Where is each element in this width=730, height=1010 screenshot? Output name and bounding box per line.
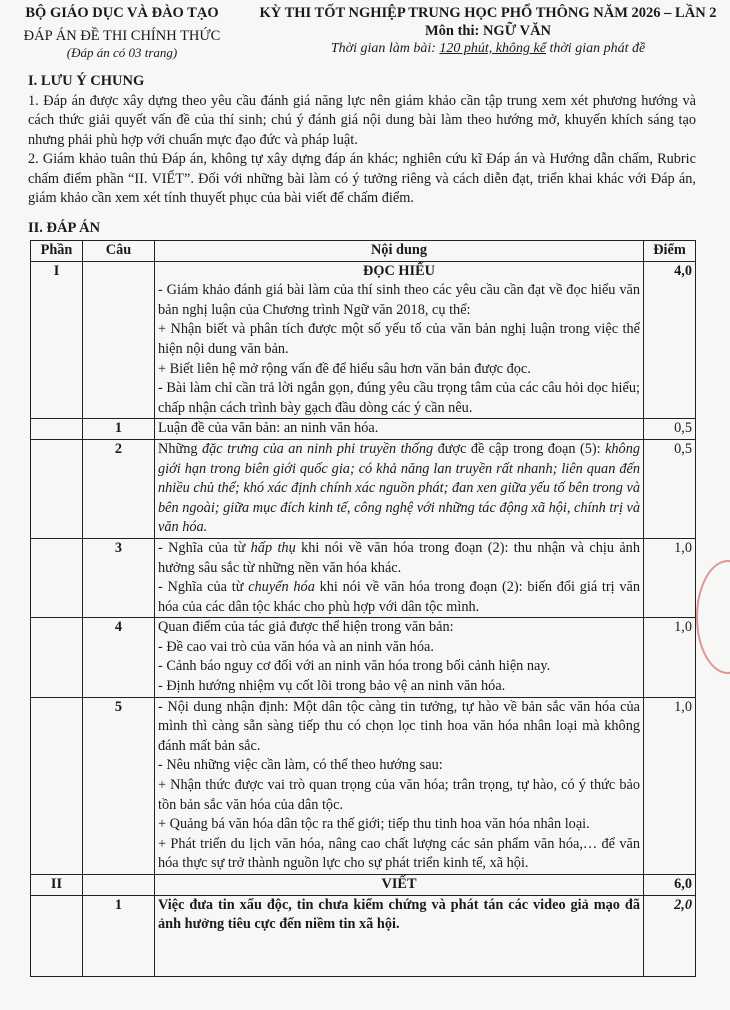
content-line: - Cảnh báo nguy cơ đối với an ninh văn hóa trong bối cảnh hiện nay. xyxy=(158,658,551,675)
notes-title: I. LƯU Ý CHUNG xyxy=(28,73,145,89)
time-prefix: Thời gian làm bài: xyxy=(330,41,440,56)
empty-cell xyxy=(31,419,83,440)
content-line xyxy=(158,440,640,538)
content-line xyxy=(158,539,640,578)
col-header-content: Nội dung xyxy=(155,241,644,262)
answer-content xyxy=(155,439,644,538)
red-seal-stamp xyxy=(696,560,730,674)
score-cell: 6,0 xyxy=(644,875,696,896)
text-run: khi nói về văn hóa trong đoạn (2): thu nhận và chịu ảnh hưởng sâu sắc từ những nền văn hóa khác. xyxy=(158,539,640,576)
text-run: được đề cập trong đoạn (5): xyxy=(433,440,606,457)
note-1: 1. Đáp án được xây dựng theo yêu cầu đánh giá năng lực nên giám khảo cần tập trung xem xét phương hướng và cách thức giải quyết vấn đề của thí sinh; chú ý đánh giá nội dung bài làm theo hướng mở, khuyến khích sáng tạo nhưng phải phù hợp với chuẩn mực đạo đức và pháp luật. xyxy=(28,92,696,148)
content-line: + Nhận thức được vai trò quan trọng của văn hóa; trân trọng, tự hào, có ý thức bảo tồn bản sắc văn hóa của dân tộc. xyxy=(158,777,640,813)
part-content xyxy=(155,261,644,419)
content-line: - Bài làm chỉ cần trả lời ngắn gọn, đúng yêu cầu trọng tâm của các câu hỏi dọc hiểu; chấp nhận cách trình bày gạch đầu dòng các ý cần nêu. xyxy=(158,380,640,416)
text-run: Những xyxy=(158,440,202,457)
content-line: Quan điểm của tác giả được thể hiện trong văn bản: xyxy=(158,619,454,636)
col-header-question: Câu xyxy=(83,241,155,262)
empty-cell xyxy=(83,875,155,896)
empty-cell xyxy=(31,618,83,697)
text-run-italic: hấp thụ xyxy=(250,539,296,556)
content-line: - Đề cao vai trò của văn hóa và an ninh văn hóa. xyxy=(158,638,434,655)
note-2: 2. Giám khảo tuân thủ Đáp án, không tự xây dựng đáp án khác; nghiên cứu kĩ Đáp án và Hướng dẫn chấm, Rubric chấm điểm phần “II. VIẾT”. Đối với những bài làm có ý tưởng riêng và cách diễn đạt, triển khai khác với Đáp án, giám khảo cần xem xét tính thuyết phục của bài viết để chấm điểm. xyxy=(28,151,696,206)
answer-content xyxy=(155,538,644,617)
answer-content xyxy=(155,419,644,440)
part-title: VIẾT xyxy=(155,875,644,896)
content-line: - Định hướng nhiệm vụ cốt lõi trong bảo vệ an ninh văn hóa. xyxy=(158,678,506,695)
score-cell: 0,5 xyxy=(644,439,696,538)
question-number: 2 xyxy=(83,439,155,538)
table-row xyxy=(31,895,696,976)
question-number: 1 xyxy=(83,895,155,976)
part-title: ĐỌC HIỂU xyxy=(363,262,435,279)
time-suffix: thời gian phát đề xyxy=(545,41,646,56)
table-row xyxy=(31,697,696,874)
score-cell: 0,5 xyxy=(644,419,696,440)
table-header-row xyxy=(31,241,696,262)
content-line: - Nội dung nhận định: Một dân tộc càng tin tưởng, tự hào về bản sắc văn hóa của mình thì càng sẵn sàng tiếp thu có chọn lọc tinh hoa văn hóa nhân loại mà không đánh mất bản sắc. xyxy=(158,698,640,754)
col-header-score: Điểm xyxy=(644,241,696,262)
exam-title: KỲ THI TỐT NGHIỆP TRUNG HỌC PHỔ THÔNG NĂM 2026 – LẦN 2 xyxy=(259,5,717,21)
general-notes xyxy=(28,72,696,209)
text-run: - Nghĩa của từ xyxy=(158,579,249,596)
empty-cell xyxy=(83,261,155,419)
empty-cell xyxy=(31,538,83,617)
table-row xyxy=(31,419,696,440)
answer-content xyxy=(155,697,644,874)
time-line xyxy=(250,40,726,58)
part-label: I xyxy=(31,261,83,419)
question-number: 4 xyxy=(83,618,155,697)
question-number: 3 xyxy=(83,538,155,617)
content-line: + Phát triển du lịch văn hóa, nâng cao chất lượng các sản phẩm văn hóa,… để văn hóa thực sự trở thành nguồn lực cho sự phát triển kinh tế, xã hội. xyxy=(158,835,640,872)
header-left xyxy=(8,4,236,60)
page-count-note: (Đáp án có 03 trang) xyxy=(66,45,178,60)
text-run: khi nói về văn hóa trong đoạn (2): biến đổi giá trị văn hóa của các dân tộc khác cho phù hợp với dân tộc mình. xyxy=(158,579,640,615)
content-line xyxy=(158,578,640,617)
content-line: - Giám khảo đánh giá bài làm của thí sinh theo các yêu cầu cần đạt về đọc hiểu văn bản nghị luận của Chương trình Ngữ văn 2018, cụ thể: xyxy=(158,282,640,318)
empty-cell xyxy=(31,697,83,874)
content-line: - Nêu những việc cần làm, có thể theo hướng sau: xyxy=(158,757,443,774)
subject-line: Môn thi: NGỮ VĂN xyxy=(424,23,552,39)
text-run-italic: không giới hạn trong biên giới quốc gia; có khả năng lan truyền rất nhanh; liên quan đến nhiều chủ thể; khó xác định chính xác nguồn phát; đan xen giữa yếu tố bên trong và bên ngoài; giữa mục đích kinh tế, công nghệ với những tác động xã hội, chính trị và văn hóa. xyxy=(158,440,641,536)
ministry-name: BỘ GIÁO DỤC VÀ ĐÀO TẠO xyxy=(25,5,219,21)
score-cell: 1,0 xyxy=(644,697,696,874)
document-kind: ĐÁP ÁN ĐỀ THI CHÍNH THỨC xyxy=(23,28,221,44)
table-row xyxy=(31,875,696,896)
text-run-italic: chuyển hóa xyxy=(248,579,315,596)
header-right xyxy=(250,4,726,58)
empty-cell xyxy=(31,895,83,976)
question-number: 5 xyxy=(83,697,155,874)
col-header-part: Phần xyxy=(31,241,83,262)
content-line: Việc đưa tin xấu độc, tin chưa kiểm chứng và phát tán các video giả mạo đã ảnh hưởng tiêu cực đến niềm tin xã hội. xyxy=(158,896,640,933)
table-row xyxy=(31,439,696,538)
content-line: + Biết liên hệ mở rộng vấn đề để hiểu sâu hơn văn bản được đọc. xyxy=(158,360,531,377)
question-number: 1 xyxy=(83,419,155,440)
table-row xyxy=(31,618,696,697)
answer-content xyxy=(155,895,644,976)
text-run: - Nghĩa của từ xyxy=(158,539,251,556)
answer-table xyxy=(30,240,696,977)
empty-cell xyxy=(31,439,83,538)
part-label: II xyxy=(31,875,83,896)
score-cell: 2,0 xyxy=(644,895,696,976)
answer-content xyxy=(155,618,644,697)
text-run-italic: đặc trưng của an ninh phi truyền thống xyxy=(201,440,434,457)
table-row xyxy=(31,538,696,617)
score-cell: 1,0 xyxy=(644,618,696,697)
answers-title: II. ĐÁP ÁN xyxy=(28,220,101,236)
score-cell: 4,0 xyxy=(644,261,696,419)
content-line: Luận đề của văn bản: an ninh văn hóa. xyxy=(158,420,379,437)
time-value: 120 phút, không kể xyxy=(439,41,546,56)
content-line: + Nhận biết và phân tích được một số yếu tố của văn bản nghị luận trong việc thể hiện nội dung văn bản. xyxy=(158,321,640,357)
content-line: + Quảng bá văn hóa dân tộc ra thế giới; tiếp thu tinh hoa văn hóa nhân loại. xyxy=(158,816,590,833)
table-row xyxy=(31,261,696,419)
score-cell: 1,0 xyxy=(644,538,696,617)
